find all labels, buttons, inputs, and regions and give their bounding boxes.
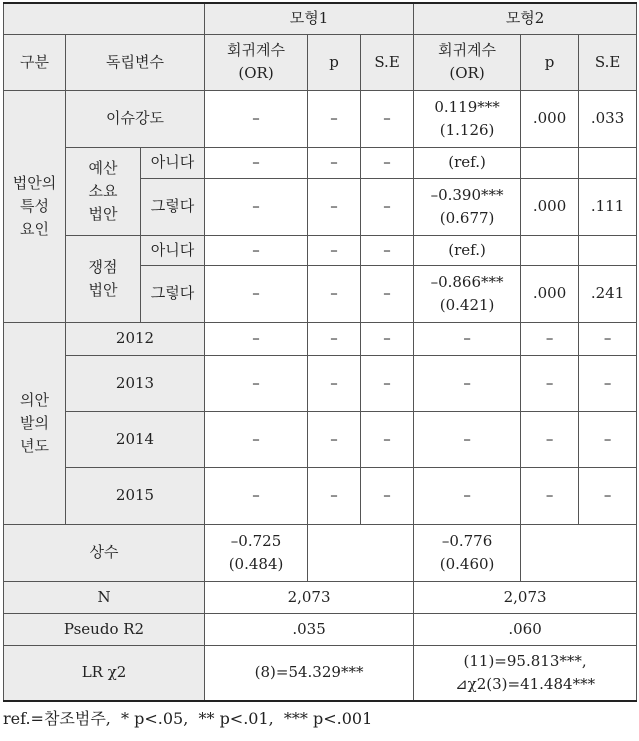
cell: – xyxy=(361,265,414,322)
cell: – xyxy=(205,355,308,411)
variable-header: 독립변수 xyxy=(66,34,205,90)
cell: – xyxy=(205,178,308,235)
cell: – xyxy=(521,467,579,524)
m2-coef-header: 회귀계수 (OR) xyxy=(414,34,521,90)
m1-se-header: S.E xyxy=(361,34,414,90)
cell: 2,073 xyxy=(205,581,414,613)
cell: (8)=54.329*** xyxy=(205,645,414,701)
cell: – xyxy=(308,147,361,178)
row-label-dispute: 쟁점 법안 xyxy=(66,235,141,322)
regression-table xyxy=(3,2,637,702)
cell: .000 xyxy=(521,178,579,235)
group-bill-characteristics: 법안의 특성 요인 xyxy=(4,90,66,322)
cell: –0.866*** (0.421) xyxy=(414,265,521,322)
row-label-2013: 2013 xyxy=(66,355,205,411)
cell: – xyxy=(579,467,637,524)
cell: – xyxy=(361,147,414,178)
row-label-yes: 그렇다 xyxy=(141,178,205,235)
m1-p-header: p xyxy=(308,34,361,90)
cell xyxy=(521,235,579,265)
m2-se-header: S.E xyxy=(579,34,637,90)
cell: – xyxy=(521,355,579,411)
row-label-no: 아니다 xyxy=(141,147,205,178)
cell: – xyxy=(414,467,521,524)
cell: .060 xyxy=(414,613,637,645)
cell: – xyxy=(579,411,637,467)
cell: –0.776 (0.460) xyxy=(414,524,521,581)
row-label-lr-chi2: LR χ2 xyxy=(4,645,205,701)
cell: – xyxy=(205,322,308,355)
cell xyxy=(579,235,637,265)
cell: – xyxy=(308,467,361,524)
cell: (ref.) xyxy=(414,235,521,265)
row-label-issue: 이슈강도 xyxy=(66,90,205,147)
cell: 0.119*** (1.126) xyxy=(414,90,521,147)
cell: – xyxy=(308,265,361,322)
cell: .000 xyxy=(521,265,579,322)
cell: – xyxy=(361,355,414,411)
cell: .033 xyxy=(579,90,637,147)
corner-cell xyxy=(4,3,205,34)
m1-coef-header: 회귀계수 (OR) xyxy=(205,34,308,90)
row-label-pseudo-r2: Pseudo R2 xyxy=(4,613,205,645)
cell: – xyxy=(205,90,308,147)
row-label-2012: 2012 xyxy=(66,322,205,355)
cell: – xyxy=(308,322,361,355)
group-header: 구분 xyxy=(4,34,66,90)
cell: – xyxy=(308,178,361,235)
cell: – xyxy=(205,265,308,322)
cell: – xyxy=(361,411,414,467)
cell: – xyxy=(414,411,521,467)
cell: (11)=95.813***, ⊿χ2(3)=41.484*** xyxy=(414,645,637,701)
m2-p-header: p xyxy=(521,34,579,90)
cell: – xyxy=(414,355,521,411)
cell xyxy=(521,147,579,178)
row-label-budget: 예산 소요 법안 xyxy=(66,147,141,235)
cell: – xyxy=(308,411,361,467)
cell: – xyxy=(521,411,579,467)
cell xyxy=(579,147,637,178)
cell: – xyxy=(205,147,308,178)
row-label-2014: 2014 xyxy=(66,411,205,467)
cell: – xyxy=(205,467,308,524)
cell xyxy=(308,524,414,581)
cell: – xyxy=(205,235,308,265)
cell: – xyxy=(205,411,308,467)
cell: – xyxy=(308,355,361,411)
cell: – xyxy=(361,322,414,355)
cell: – xyxy=(579,322,637,355)
cell: – xyxy=(361,178,414,235)
cell: – xyxy=(521,322,579,355)
cell: – xyxy=(308,235,361,265)
cell: – xyxy=(361,467,414,524)
cell: – xyxy=(361,235,414,265)
row-label-yes: 그렇다 xyxy=(141,265,205,322)
row-label-2015: 2015 xyxy=(66,467,205,524)
cell: –0.390*** (0.677) xyxy=(414,178,521,235)
footnote: ref.=참조범주, * p<.05, ** p<.01, *** p<.001 xyxy=(3,709,373,728)
cell: .000 xyxy=(521,90,579,147)
cell: – xyxy=(361,90,414,147)
cell: .035 xyxy=(205,613,414,645)
cell: –0.725 (0.484) xyxy=(205,524,308,581)
row-label-n: N xyxy=(4,581,205,613)
group-bill-year: 의안 발의 년도 xyxy=(4,322,66,524)
cell: – xyxy=(414,322,521,355)
cell: 2,073 xyxy=(414,581,637,613)
cell: – xyxy=(579,355,637,411)
cell: – xyxy=(308,90,361,147)
model1-header: 모형1 xyxy=(205,3,414,34)
row-label-constant: 상수 xyxy=(4,524,205,581)
row-label-no: 아니다 xyxy=(141,235,205,265)
cell xyxy=(521,524,637,581)
model2-header: 모형2 xyxy=(414,3,637,34)
cell: .111 xyxy=(579,178,637,235)
cell: (ref.) xyxy=(414,147,521,178)
cell: .241 xyxy=(579,265,637,322)
